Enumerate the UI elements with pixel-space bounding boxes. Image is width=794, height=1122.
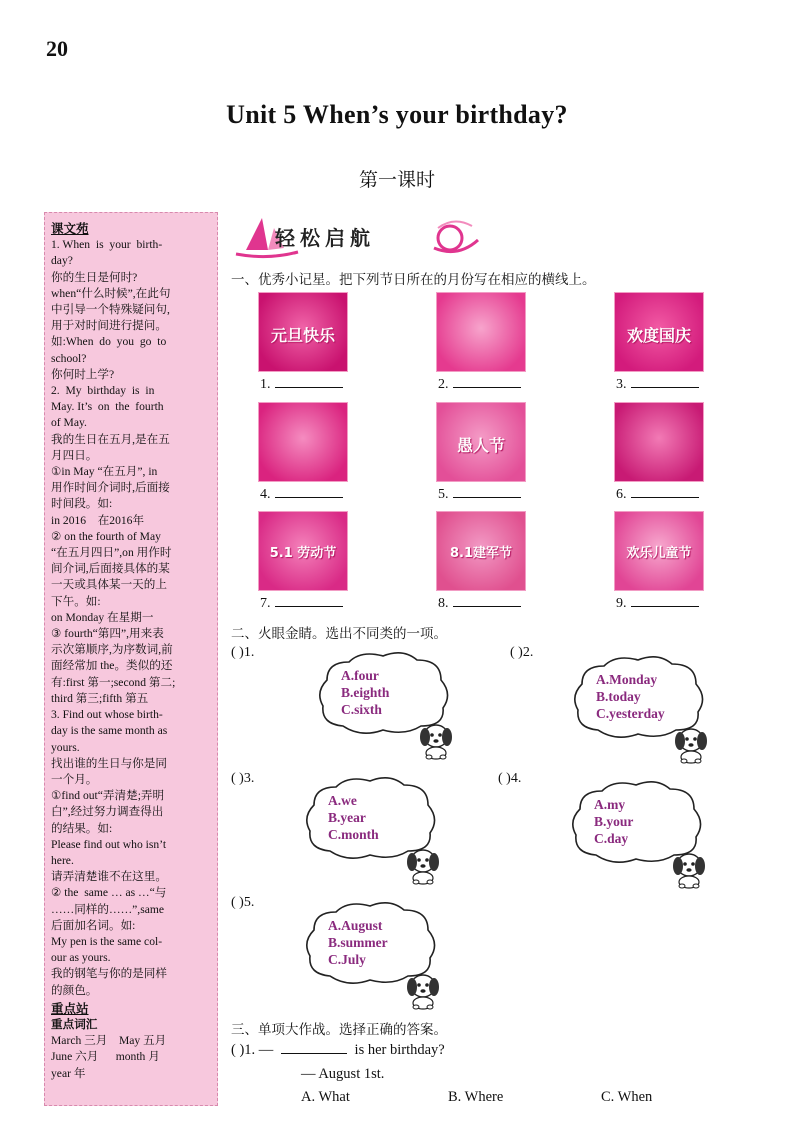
sidebar-note-line: My pen is the same col- (51, 934, 163, 948)
sidebar-note-line: 下午。如: (51, 594, 101, 608)
holiday-image (436, 402, 526, 482)
month-answer (260, 486, 343, 503)
page-number: 20 (46, 36, 68, 61)
holiday-image (258, 402, 348, 482)
item-number: 3. (616, 377, 627, 392)
sidebar-note-line: when“什么时候”,在此句 (51, 286, 171, 300)
item-number: 5. (438, 487, 449, 502)
sidebar-note-line: third 第三;fifth 第五 (51, 691, 149, 705)
holiday-image (258, 292, 348, 372)
sidebar-note-line: 2. My birthday is in (51, 384, 155, 398)
vocab-line: June 六月 month 月 (51, 1050, 160, 1064)
sidebar-note-line: here. (51, 853, 74, 867)
month-answer (616, 486, 699, 503)
month-answer (260, 376, 343, 393)
puppy-icon (672, 724, 710, 764)
puppy-icon (670, 849, 708, 889)
cloud-option: A.we (328, 793, 357, 808)
vocab-line: March 三月 May 五月 (51, 1034, 167, 1048)
sidebar-note-line: 白”,经过努力调查得出 (51, 805, 164, 819)
sidebar-note-line: 一天或具体某一天的上 (51, 578, 167, 592)
answer-blank[interactable] (275, 595, 343, 607)
sidebar-note-line: our as yours. (51, 951, 111, 965)
sidebar-note-line: 1. When is your birth- (51, 238, 163, 252)
cloud-option: A.August (328, 918, 383, 933)
item-number: 6. (616, 487, 627, 502)
mc-option-b[interactable]: B. Where (448, 1089, 504, 1105)
sidebar-note-line: yours. (51, 740, 80, 754)
sidebar-note-line: 的颜色。 (51, 983, 98, 997)
item-number: 9. (616, 596, 627, 611)
sidebar-note-line: 有:first 第一;second 第二; (51, 675, 176, 689)
puppy-icon (417, 720, 455, 760)
sidebar-notes (51, 237, 212, 999)
cloud-option: B.today (596, 689, 641, 704)
sidebar-note-line: “在五月四日”,on 用作时 (51, 546, 172, 560)
sidebar-note-line: ② the same … as …“与 (51, 886, 167, 900)
month-answer (438, 376, 521, 393)
puppy-icon (404, 845, 442, 885)
sidebar-note-line: 请弄清楚谁不在这里。 (51, 870, 167, 884)
sidebar-note-line: 你的生日是何时? (51, 270, 138, 284)
sidebar-note-line: 一个月。 (51, 772, 98, 786)
cloud-option: C.sixth (341, 702, 382, 717)
cloud-option: C.day (594, 831, 629, 846)
sidebar-note-line: 如:When do you go to (51, 335, 167, 349)
sidebar-note-line: 间介词,后面接具体的某 (51, 562, 170, 576)
holiday-image (436, 292, 526, 372)
sidebar-note-line: 3. Find out whose birth- (51, 708, 163, 722)
cloud-option: A.four (341, 668, 379, 683)
sidebar-note-line: day is the same month as (51, 724, 168, 738)
sidebar-note-line: ……同样的……”,same (51, 902, 165, 916)
sidebar-note-line: 月四日。 (51, 448, 98, 462)
section1-title: 一、优秀小记星。把下列节日所在的月份写在相应的横线上。 (231, 272, 596, 288)
sidebar-note-line: 后面加名词。如: (51, 918, 136, 932)
sidebar-note-line: 你何时上学? (51, 367, 115, 381)
sidebar-note-line: 示次第顺序,为序数词,前 (51, 643, 173, 657)
sidebar-note-line: 面经常加 the。类似的还 (51, 659, 173, 673)
answer-blank[interactable] (281, 1042, 347, 1054)
mc-question-1 (231, 1042, 445, 1059)
answer-blank[interactable] (275, 486, 343, 498)
holiday-image (258, 511, 348, 591)
item-number: 2. (438, 377, 449, 392)
sidebar-note-line: 用作时间介词时,后面接 (51, 481, 170, 495)
sidebar-note-line: of May. (51, 416, 87, 430)
holiday-image-label: 8.1建军节 (449, 546, 513, 561)
cloud-option: C.July (328, 952, 366, 967)
question-number: ( )3. (231, 771, 255, 786)
cloud-option: C.month (328, 827, 379, 842)
sidebar-note-line: 我的钢笔与你的是同样 (51, 967, 167, 981)
item-number: 8. (438, 596, 449, 611)
sidebar-note-line: ② on the fourth of May (51, 529, 161, 543)
sidebar-note-line: May. It’s on the fourth (51, 400, 164, 414)
item-number: 4. (260, 487, 271, 502)
sidebar-heading-key: 重点站 (51, 1001, 89, 1016)
sidebar-note-line: 中引导一个特殊疑问句, (51, 303, 170, 317)
cloud-option: B.your (594, 814, 634, 829)
section3-title: 三、单项大作战。选择正确的答案。 (231, 1022, 447, 1038)
vocab-list (51, 1033, 212, 1082)
cloud-option: C.yesterday (596, 706, 665, 721)
sidebar-note-line: ①in May “在五月”, in (51, 465, 158, 479)
notes-sidebar (44, 212, 218, 1106)
unit-title: Unit 5 When’s your birthday? (226, 100, 568, 129)
holiday-image-label: 5.1 劳动节 (269, 546, 337, 561)
item-number: 7. (260, 596, 271, 611)
sidebar-heading-vocab: 重点词汇 (51, 1017, 98, 1031)
answer-blank[interactable] (631, 595, 699, 607)
month-answer (616, 376, 699, 393)
sidebar-note-line: 用于对时间进行提问。 (51, 319, 167, 333)
month-answer (438, 486, 521, 503)
sidebar-note-line: ①find out“弄清楚;弄明 (51, 789, 165, 803)
sidebar-note-line: 找出谁的生日与你是同 (51, 756, 167, 770)
answer-blank[interactable] (453, 376, 521, 388)
sidebar-note-line: on Monday 在星期一 (51, 610, 154, 624)
holiday-image (614, 402, 704, 482)
holiday-image-label: 欢度国庆 (626, 326, 691, 345)
cloud-option: B.year (328, 810, 366, 825)
answer-blank[interactable] (453, 486, 521, 498)
lesson-title: 第一课时 (358, 169, 435, 191)
sidebar-note-line: school? (51, 351, 87, 365)
question-number: ( )5. (231, 895, 255, 910)
month-answer (438, 595, 521, 612)
month-answer (616, 595, 699, 612)
cloud-option: A.my (594, 797, 626, 812)
holiday-image (614, 511, 704, 591)
holiday-image (614, 292, 704, 372)
sidebar-note-line: day? (51, 254, 73, 268)
answer-blank[interactable] (453, 595, 521, 607)
banner-title: 轻松启航 (275, 226, 375, 250)
sidebar-note-line: ③ fourth“第四”,用来表 (51, 627, 164, 641)
holiday-image-label: 愚人节 (456, 436, 505, 455)
vocab-line: year 年 (51, 1066, 86, 1080)
mc-option-a[interactable]: A. What (301, 1089, 350, 1105)
sidebar-note-line: Please find out who isn’t (51, 837, 167, 851)
holiday-image (436, 511, 526, 591)
answer-blank[interactable] (275, 376, 343, 388)
sidebar-note-line: in 2016 在2016年 (51, 513, 145, 527)
section2-title: 二、火眼金睛。选出不同类的一项。 (231, 626, 447, 642)
holiday-image-label: 欢乐儿童节 (626, 546, 692, 561)
question-number: ( )1. (231, 645, 255, 660)
answer-blank[interactable] (631, 486, 699, 498)
item-number: 1. (260, 377, 271, 392)
question-number: ( )4. (498, 771, 522, 786)
cloud-option: A.Monday (596, 672, 658, 687)
sidebar-note-line: 时间段。如: (51, 497, 113, 511)
answer-blank[interactable] (631, 376, 699, 388)
mc-question-1-start: ( )1. — (231, 1042, 274, 1058)
sidebar-heading: 课文苑 (51, 222, 89, 236)
mc-answer-line: — August 1st. (301, 1066, 385, 1082)
cloud-option: B.summer (328, 935, 388, 950)
mc-option-c[interactable]: C. When (601, 1089, 653, 1105)
sidebar-note-line: 我的生日在五月,是在五 (51, 432, 170, 446)
question-number: ( )2. (510, 645, 534, 660)
mc-question-1-end: is her birthday? (354, 1042, 445, 1058)
holiday-image-label: 元旦快乐 (270, 326, 335, 345)
sidebar-note-line: 的结果。如: (51, 821, 113, 835)
cloud-option: B.eighth (341, 685, 390, 700)
puppy-icon (404, 970, 442, 1010)
month-answer (260, 595, 343, 612)
